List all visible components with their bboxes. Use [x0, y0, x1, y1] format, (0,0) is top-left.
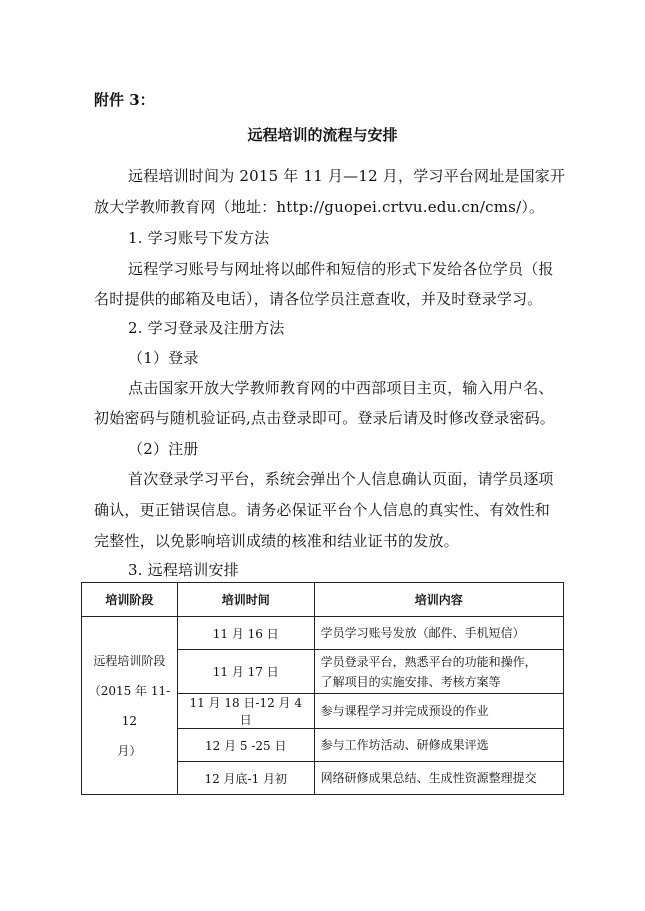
login-line-2: 初始密码与随机验证码,点击登录即可。登录后请及时修改登录密码。: [94, 409, 555, 427]
register-line-1: 首次登录学习平台，系统会弹出个人信息确认页面，请学员逐项: [128, 470, 554, 488]
time-cell: 12 月底-1 月初: [177, 762, 314, 795]
register-line-3: 完整性，以免影响培训成绩的核准和结业证书的发放。: [94, 532, 459, 550]
section-1-heading: 1. 学习账号下发方法: [128, 229, 270, 247]
section-1-line-1: 远程学习账号与网址将以邮件和短信的形式下发给各位学员（报: [128, 260, 554, 278]
login-heading: （1）登录: [128, 349, 199, 367]
header-stage: 培训阶段: [82, 583, 178, 617]
stage-line-2: （2015 年 11-12: [88, 683, 171, 728]
table-row: [82, 617, 564, 650]
section-3-heading: 3. 远程培训安排: [128, 561, 239, 579]
page-title: 远程培训的流程与安排: [247, 126, 398, 144]
content-cell: 参与工作坊活动、研修成果评选: [314, 729, 563, 762]
register-heading: （2）注册: [128, 440, 199, 458]
content-cell: 参与课程学习并完成预设的作业: [314, 694, 563, 729]
section-2-heading: 2. 学习登录及注册方法: [128, 319, 285, 337]
intro-line-1: 远程培训时间为 2015 年 11 月—12 月，学习平台网址是国家开: [128, 167, 566, 185]
header-time: 培训时间: [177, 583, 314, 617]
time-cell: 11 月 17 日: [177, 650, 314, 694]
attachment-label: 附件 3：: [94, 91, 155, 109]
content-line-2: 了解项目的实施安排、考核方案等: [320, 674, 501, 689]
time-cell: 12 月 5 -25 日: [177, 729, 314, 762]
time-cell: 11 月 16 日: [177, 617, 314, 650]
login-line-1: 点击国家开放大学教师教育网的中西部项目主页，输入用户名、: [128, 379, 554, 397]
content-cell: 网络研修成果总结、生成性资源整理提交: [314, 762, 563, 795]
content-line-1: 学员登录平台，熟悉平台的功能和操作，: [320, 654, 537, 669]
stage-line-1: 远程培训阶段: [93, 653, 166, 668]
header-content: 培训内容: [314, 583, 563, 617]
table-header-row: [82, 583, 564, 617]
content-cell: 学员学习账号发放（邮件、手机短信）: [314, 617, 563, 650]
content-cell: [314, 650, 563, 694]
schedule-table: [81, 582, 564, 795]
stage-line-3: 月）: [117, 743, 142, 758]
stage-cell: [82, 617, 178, 795]
intro-line-2: 放大学教师教育网（地址：http://guopei.crtvu.edu.cn/cms/）。: [94, 198, 545, 216]
time-cell: 11 月 18 日-12 月 4 日: [177, 694, 314, 729]
register-line-2: 确认，更正错误信息。请务必保证平台个人信息的真实性、有效性和: [94, 501, 551, 519]
section-1-line-2: 名时提供的邮箱及电话），请各位学员注意查收，并及时登录学习。: [94, 290, 543, 308]
